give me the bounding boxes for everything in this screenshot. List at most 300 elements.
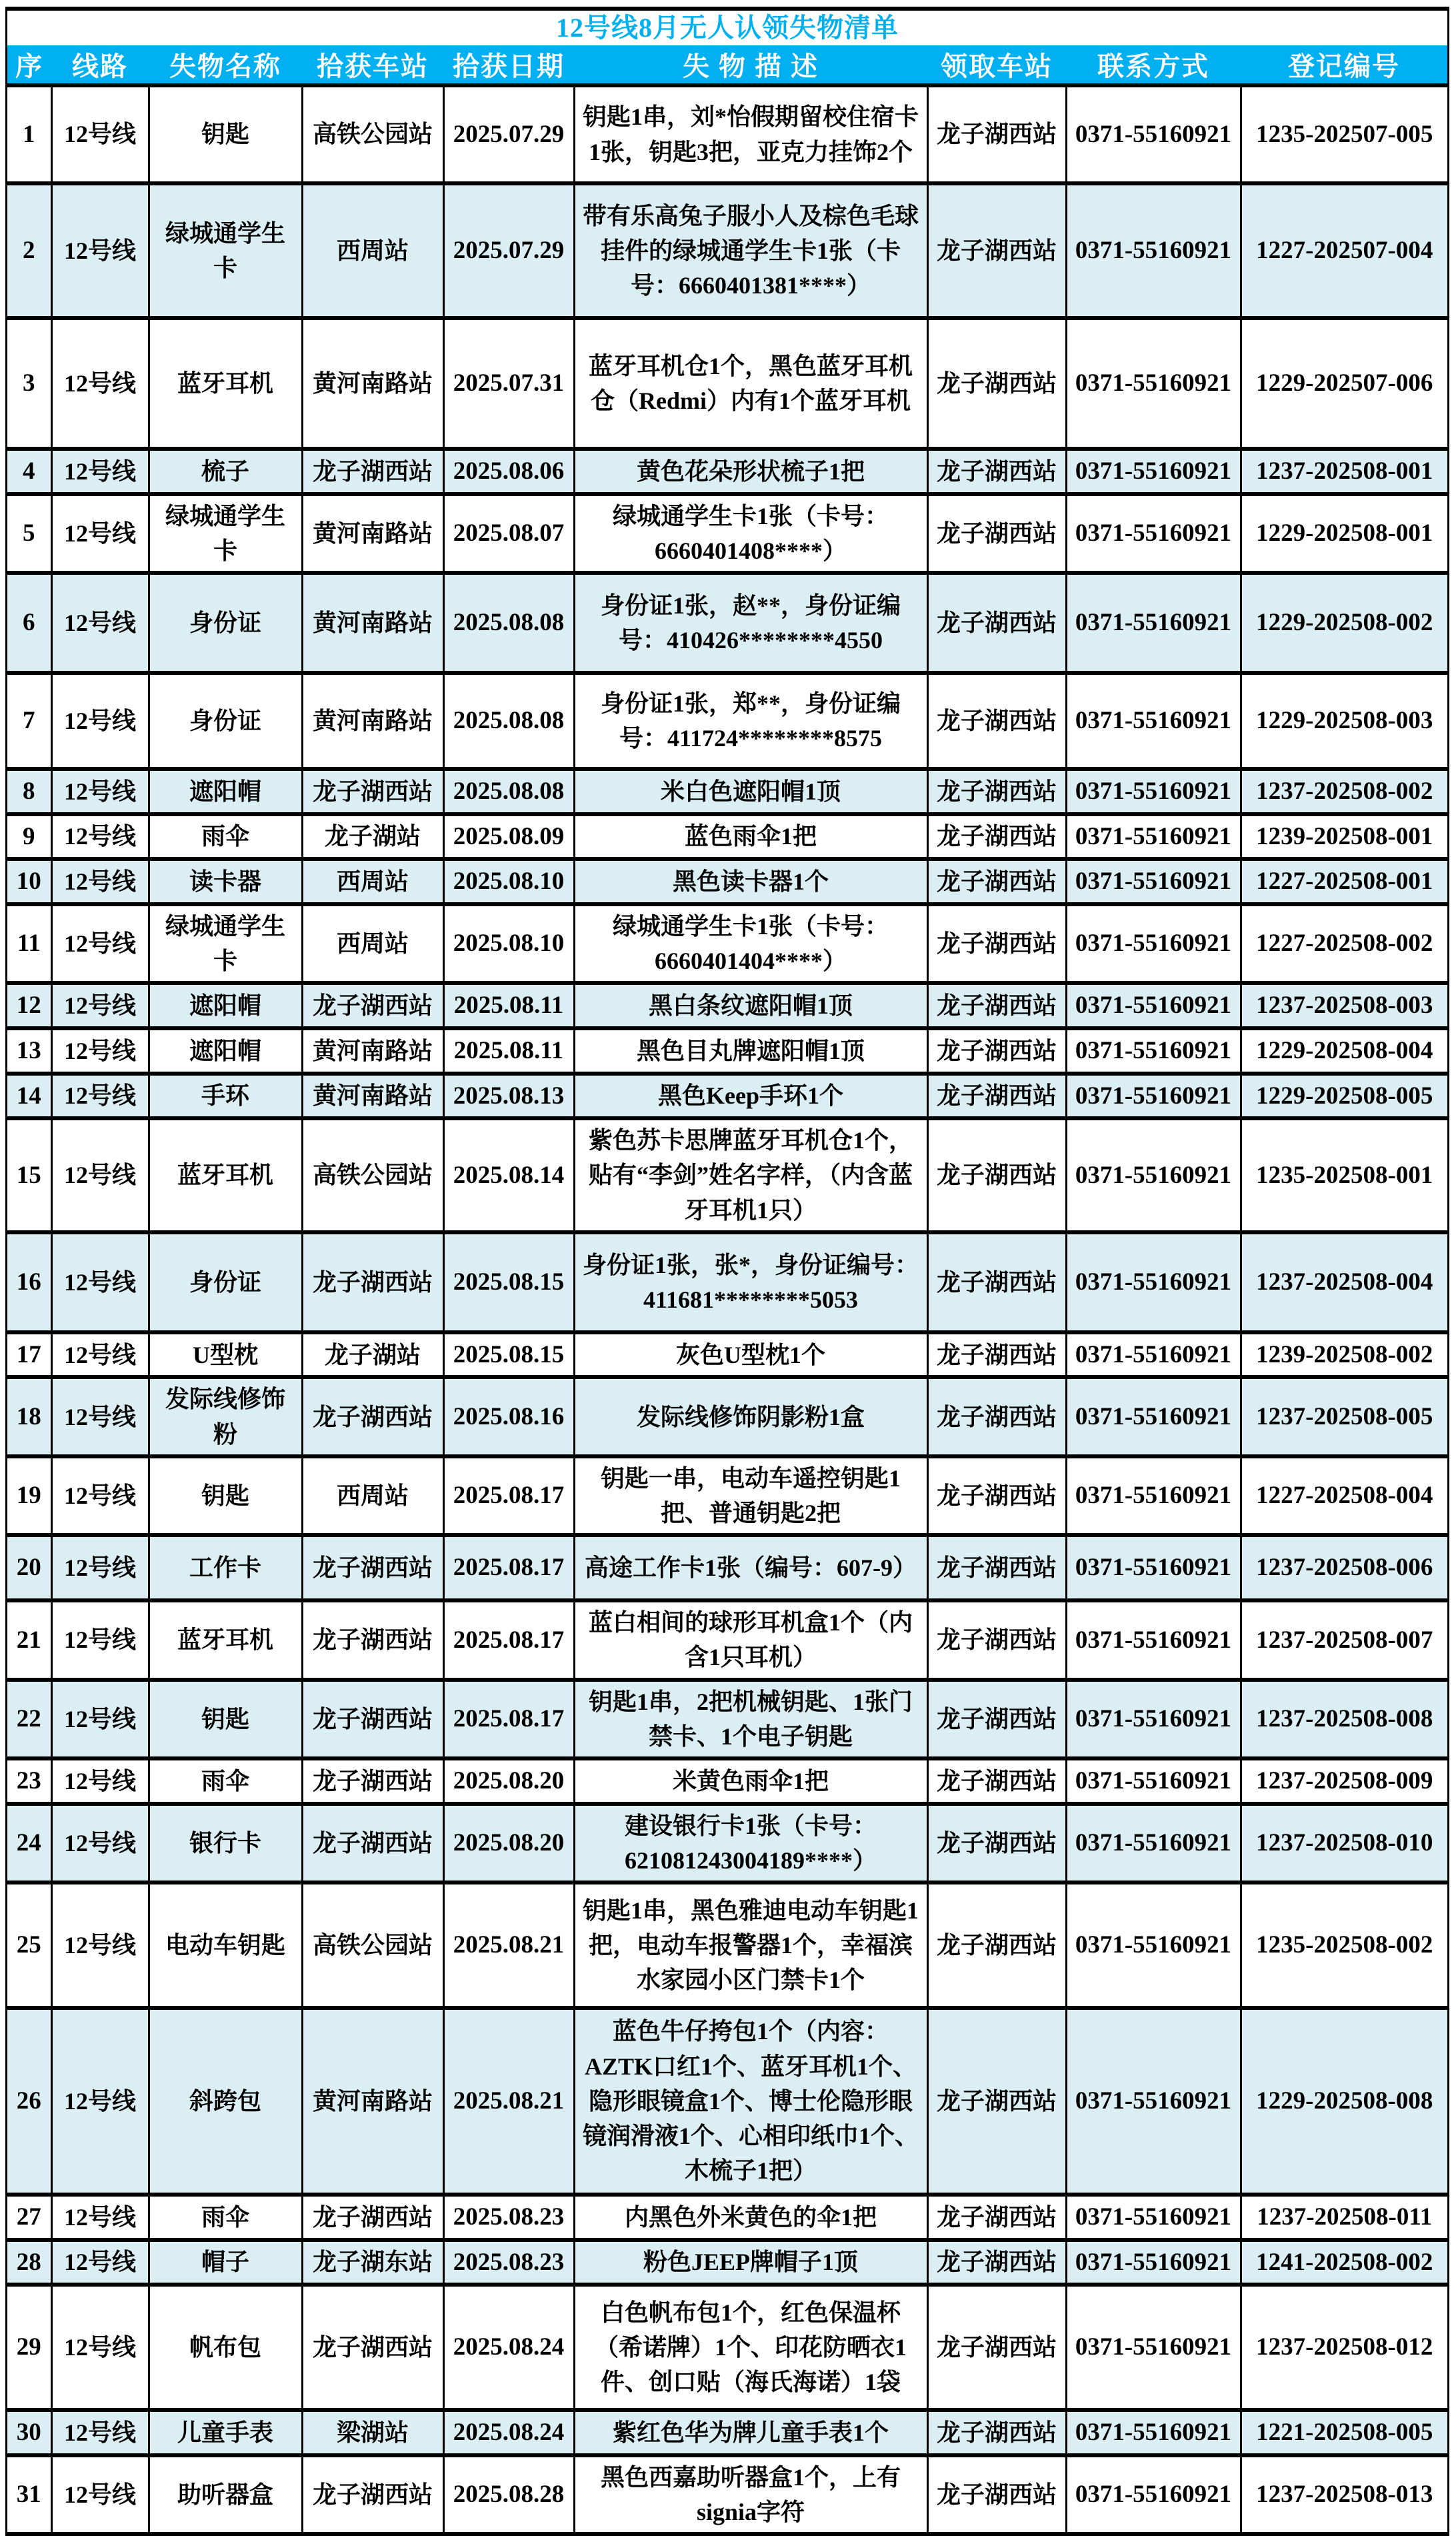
cell-contact: 0371-55160921 [1066, 449, 1241, 494]
cell-seq: 12 [7, 983, 51, 1028]
cell-seq: 7 [7, 673, 51, 769]
table-row [7, 904, 1447, 983]
cell-description: 绿城通学生卡1张（卡号：6660401404****） [574, 904, 927, 983]
cell-description: 米白色遮阳帽1顶 [574, 769, 927, 814]
cell-found-station: 西周站 [302, 1456, 443, 1535]
cell-contact: 0371-55160921 [1066, 2410, 1241, 2455]
cell-line: 12号线 [51, 1600, 149, 1679]
cell-line: 12号线 [51, 769, 149, 814]
cell-line: 12号线 [51, 1456, 149, 1535]
cell-reg-no: 1237-202508-008 [1241, 1680, 1447, 1758]
cell-description: 灰色U型枕1个 [574, 1332, 927, 1378]
cell-reg-no: 1239-202508-001 [1241, 814, 1447, 860]
cell-description: 蓝白相间的球形耳机盒1个（内含1只耳机） [574, 1600, 927, 1679]
cell-item-name: 钥匙 [149, 1456, 302, 1535]
cell-claim-station: 龙子湖西站 [927, 2240, 1066, 2285]
cell-contact: 0371-55160921 [1066, 2240, 1241, 2285]
cell-contact: 0371-55160921 [1066, 983, 1241, 1028]
cell-contact: 0371-55160921 [1066, 814, 1241, 860]
cell-reg-no: 1229-202508-004 [1241, 1028, 1447, 1074]
cell-description: 粉色JEEP牌帽子1顶 [574, 2240, 927, 2285]
table-row [7, 2455, 1447, 2532]
cell-description: 黑色西嘉助听器盒1个，上有signia字符 [574, 2455, 927, 2532]
cell-line: 12号线 [51, 2410, 149, 2455]
cell-reg-no: 1237-202508-007 [1241, 1600, 1447, 1679]
cell-item-name: 雨伞 [149, 814, 302, 860]
cell-contact: 0371-55160921 [1066, 183, 1241, 318]
cell-item-name: 手环 [149, 1074, 302, 1119]
cell-claim-station: 龙子湖西站 [927, 494, 1066, 573]
cell-line: 12号线 [51, 673, 149, 769]
table-row [7, 2195, 1447, 2240]
cell-reg-no: 1237-202508-012 [1241, 2285, 1447, 2410]
cell-line: 12号线 [51, 814, 149, 860]
cell-claim-station: 龙子湖西站 [927, 318, 1066, 449]
cell-found-date: 2025.08.10 [443, 859, 574, 904]
cell-found-date: 2025.08.14 [443, 1118, 574, 1232]
cell-line: 12号线 [51, 1028, 149, 1074]
cell-description: 黑白条纹遮阳帽1顶 [574, 983, 927, 1028]
cell-claim-station: 龙子湖西站 [927, 1758, 1066, 1804]
cell-description: 黑色目丸牌遮阳帽1顶 [574, 1028, 927, 1074]
cell-description: 黄色花朵形状梳子1把 [574, 449, 927, 494]
cell-line: 12号线 [51, 85, 149, 183]
cell-found-station: 黄河南路站 [302, 1028, 443, 1074]
cell-reg-no: 1227-202508-001 [1241, 859, 1447, 904]
cell-found-date: 2025.08.21 [443, 1882, 574, 2008]
cell-line: 12号线 [51, 183, 149, 318]
cell-contact: 0371-55160921 [1066, 2285, 1241, 2410]
cell-claim-station: 龙子湖西站 [927, 1118, 1066, 1232]
cell-found-station: 龙子湖西站 [302, 1600, 443, 1679]
cell-seq: 21 [7, 1600, 51, 1679]
cell-contact: 0371-55160921 [1066, 1456, 1241, 1535]
cell-found-station: 梁湖站 [302, 2410, 443, 2455]
cell-seq: 11 [7, 904, 51, 983]
cell-item-name: 遮阳帽 [149, 769, 302, 814]
cell-found-station: 黄河南路站 [302, 1074, 443, 1119]
cell-seq: 1 [7, 85, 51, 183]
cell-item-name: 帆布包 [149, 2285, 302, 2410]
table-row [7, 318, 1447, 449]
cell-item-name: 钥匙 [149, 85, 302, 183]
cell-contact: 0371-55160921 [1066, 859, 1241, 904]
cell-contact: 0371-55160921 [1066, 769, 1241, 814]
table-row [7, 1232, 1447, 1332]
cell-description: 白色帆布包1个，红色保温杯（希诺牌）1个、印花防晒衣1件、创口贴（海氏海诺）1袋 [574, 2285, 927, 2410]
header-col-claim-station: 领取车站 [927, 45, 1066, 85]
cell-item-name: 身份证 [149, 1232, 302, 1332]
cell-description: 紫红色华为牌儿童手表1个 [574, 2410, 927, 2455]
cell-line: 12号线 [51, 1680, 149, 1758]
cell-found-station: 龙子湖西站 [302, 1377, 443, 1456]
cell-seq: 4 [7, 449, 51, 494]
cell-seq: 3 [7, 318, 51, 449]
table-row [7, 1804, 1447, 1882]
header-col-line: 线路 [51, 45, 149, 85]
cell-reg-no: 1235-202508-001 [1241, 1118, 1447, 1232]
cell-seq: 24 [7, 1804, 51, 1882]
cell-description: 高途工作卡1张（编号：607-9） [574, 1535, 927, 1600]
cell-line: 12号线 [51, 2008, 149, 2195]
cell-found-date: 2025.08.21 [443, 2008, 574, 2195]
cell-claim-station: 龙子湖西站 [927, 1332, 1066, 1378]
cell-reg-no: 1241-202508-002 [1241, 2240, 1447, 2285]
cell-found-date: 2025.08.08 [443, 573, 574, 673]
table-row [7, 449, 1447, 494]
cell-item-name: 助听器盒 [149, 2455, 302, 2532]
cell-found-station: 黄河南路站 [302, 2008, 443, 2195]
cell-found-date: 2025.08.17 [443, 1456, 574, 1535]
table-row [7, 1882, 1447, 2008]
cell-description: 身份证1张，张*，身份证编号：411681********5053 [574, 1232, 927, 1332]
cell-contact: 0371-55160921 [1066, 1882, 1241, 2008]
cell-line: 12号线 [51, 318, 149, 449]
cell-line: 12号线 [51, 859, 149, 904]
cell-line: 12号线 [51, 573, 149, 673]
cell-found-date: 2025.08.17 [443, 1535, 574, 1600]
cell-contact: 0371-55160921 [1066, 1332, 1241, 1378]
cell-found-station: 龙子湖站 [302, 814, 443, 860]
cell-reg-no: 1229-202508-001 [1241, 494, 1447, 573]
cell-seq: 18 [7, 1377, 51, 1456]
cell-seq: 5 [7, 494, 51, 573]
cell-found-date: 2025.08.28 [443, 2455, 574, 2532]
cell-item-name: 梳子 [149, 449, 302, 494]
table-row [7, 1600, 1447, 1679]
cell-reg-no: 1221-202508-005 [1241, 2410, 1447, 2455]
cell-item-name: 绿城通学生卡 [149, 494, 302, 573]
cell-description: 黑色Keep手环1个 [574, 1074, 927, 1119]
table-row [7, 1758, 1447, 1804]
cell-line: 12号线 [51, 1232, 149, 1332]
cell-found-station: 龙子湖站 [302, 1332, 443, 1378]
cell-seq: 15 [7, 1118, 51, 1232]
cell-found-station: 龙子湖西站 [302, 2195, 443, 2240]
cell-contact: 0371-55160921 [1066, 318, 1241, 449]
cell-description: 紫色苏卡思牌蓝牙耳机仓1个，贴有“李剑”姓名字样，（内含蓝牙耳机1只） [574, 1118, 927, 1232]
cell-line: 12号线 [51, 1377, 149, 1456]
cell-description: 身份证1张，郑**，身份证编号：411724********8575 [574, 673, 927, 769]
cell-item-name: 蓝牙耳机 [149, 1118, 302, 1232]
cell-reg-no: 1229-202507-006 [1241, 318, 1447, 449]
cell-description: 钥匙1串，刘*怡假期留校住宿卡1张，钥匙3把，亚克力挂饰2个 [574, 85, 927, 183]
cell-seq: 29 [7, 2285, 51, 2410]
cell-contact: 0371-55160921 [1066, 1377, 1241, 1456]
table-row [7, 494, 1447, 573]
cell-description: 建设银行卡1张（卡号：621081243004189****） [574, 1804, 927, 1882]
table-body [7, 85, 1447, 2532]
table-row [7, 814, 1447, 860]
cell-claim-station: 龙子湖西站 [927, 1882, 1066, 2008]
cell-reg-no: 1229-202508-003 [1241, 673, 1447, 769]
cell-claim-station: 龙子湖西站 [927, 1535, 1066, 1600]
cell-seq: 19 [7, 1456, 51, 1535]
cell-seq: 10 [7, 859, 51, 904]
table-row [7, 1332, 1447, 1378]
cell-seq: 25 [7, 1882, 51, 2008]
cell-description: 发际线修饰阴影粉1盒 [574, 1377, 927, 1456]
cell-item-name: 雨伞 [149, 2195, 302, 2240]
cell-seq: 23 [7, 1758, 51, 1804]
cell-found-station: 西周站 [302, 183, 443, 318]
cell-seq: 26 [7, 2008, 51, 2195]
cell-seq: 17 [7, 1332, 51, 1378]
table-row [7, 1118, 1447, 1232]
cell-found-station: 黄河南路站 [302, 673, 443, 769]
cell-reg-no: 1235-202508-002 [1241, 1882, 1447, 2008]
cell-found-date: 2025.08.24 [443, 2410, 574, 2455]
cell-line: 12号线 [51, 2240, 149, 2285]
cell-description: 黑色读卡器1个 [574, 859, 927, 904]
cell-found-station: 高铁公园站 [302, 85, 443, 183]
cell-contact: 0371-55160921 [1066, 1074, 1241, 1119]
cell-line: 12号线 [51, 1758, 149, 1804]
cell-found-station: 黄河南路站 [302, 318, 443, 449]
cell-claim-station: 龙子湖西站 [927, 1232, 1066, 1332]
table-row [7, 1535, 1447, 1600]
cell-found-date: 2025.08.10 [443, 904, 574, 983]
header-col-reg-no: 登记编号 [1241, 45, 1447, 85]
cell-item-name: 绿城通学生卡 [149, 183, 302, 318]
cell-found-date: 2025.08.23 [443, 2195, 574, 2240]
table-row [7, 573, 1447, 673]
cell-item-name: 雨伞 [149, 1758, 302, 1804]
table-row [7, 2008, 1447, 2195]
cell-reg-no: 1237-202508-001 [1241, 449, 1447, 494]
cell-claim-station: 龙子湖西站 [927, 1600, 1066, 1679]
cell-found-date: 2025.07.29 [443, 85, 574, 183]
cell-found-date: 2025.07.29 [443, 183, 574, 318]
header-col-found-date: 拾获日期 [443, 45, 574, 85]
cell-found-date: 2025.08.08 [443, 673, 574, 769]
cell-claim-station: 龙子湖西站 [927, 1680, 1066, 1758]
cell-claim-station: 龙子湖西站 [927, 2195, 1066, 2240]
table-row [7, 983, 1447, 1028]
cell-found-station: 西周站 [302, 904, 443, 983]
cell-claim-station: 龙子湖西站 [927, 183, 1066, 318]
cell-line: 12号线 [51, 494, 149, 573]
cell-claim-station: 龙子湖西站 [927, 449, 1066, 494]
cell-contact: 0371-55160921 [1066, 673, 1241, 769]
cell-item-name: 斜跨包 [149, 2008, 302, 2195]
cell-found-date: 2025.08.15 [443, 1232, 574, 1332]
cell-reg-no: 1229-202508-005 [1241, 1074, 1447, 1119]
cell-seq: 13 [7, 1028, 51, 1074]
cell-contact: 0371-55160921 [1066, 573, 1241, 673]
cell-claim-station: 龙子湖西站 [927, 1028, 1066, 1074]
cell-seq: 14 [7, 1074, 51, 1119]
cell-found-station: 高铁公园站 [302, 1118, 443, 1232]
cell-found-date: 2025.08.17 [443, 1680, 574, 1758]
cell-line: 12号线 [51, 1882, 149, 2008]
cell-description: 带有乐高兔子服小人及棕色毛球挂件的绿城通学生卡1张（卡号：6660401381****） [574, 183, 927, 318]
cell-found-date: 2025.08.06 [443, 449, 574, 494]
table-row [7, 2240, 1447, 2285]
table-row [7, 859, 1447, 904]
cell-found-date: 2025.08.11 [443, 1028, 574, 1074]
lost-items-table [7, 45, 1447, 2532]
cell-claim-station: 龙子湖西站 [927, 983, 1066, 1028]
cell-description: 身份证1张，赵**，身份证编号：410426********4550 [574, 573, 927, 673]
cell-line: 12号线 [51, 2195, 149, 2240]
cell-reg-no: 1237-202508-011 [1241, 2195, 1447, 2240]
cell-description: 蓝牙耳机仓1个，黑色蓝牙耳机仓（Redmi）内有1个蓝牙耳机 [574, 318, 927, 449]
cell-found-station: 龙子湖西站 [302, 1535, 443, 1600]
cell-found-station: 龙子湖西站 [302, 449, 443, 494]
table-row [7, 769, 1447, 814]
cell-description: 内黑色外米黄色的伞1把 [574, 2195, 927, 2240]
cell-item-name: 读卡器 [149, 859, 302, 904]
cell-claim-station: 龙子湖西站 [927, 573, 1066, 673]
cell-description: 钥匙1串，2把机械钥匙、1张门禁卡、1个电子钥匙 [574, 1680, 927, 1758]
table-row [7, 183, 1447, 318]
cell-line: 12号线 [51, 1332, 149, 1378]
cell-found-station: 龙子湖东站 [302, 2240, 443, 2285]
cell-description: 钥匙1串，黑色雅迪电动车钥匙1把，电动车报警器1个，幸福滨水家园小区门禁卡1个 [574, 1882, 927, 2008]
cell-found-station: 黄河南路站 [302, 573, 443, 673]
cell-claim-station: 龙子湖西站 [927, 2455, 1066, 2532]
cell-reg-no: 1235-202507-005 [1241, 85, 1447, 183]
cell-contact: 0371-55160921 [1066, 1118, 1241, 1232]
cell-item-name: 电动车钥匙 [149, 1882, 302, 2008]
cell-line: 12号线 [51, 449, 149, 494]
cell-reg-no: 1229-202508-002 [1241, 573, 1447, 673]
cell-seq: 30 [7, 2410, 51, 2455]
cell-description: 钥匙一串，电动车遥控钥匙1把、普通钥匙2把 [574, 1456, 927, 1535]
cell-description: 米黄色雨伞1把 [574, 1758, 927, 1804]
cell-claim-station: 龙子湖西站 [927, 1456, 1066, 1535]
cell-item-name: 身份证 [149, 673, 302, 769]
cell-claim-station: 龙子湖西站 [927, 1804, 1066, 1882]
cell-claim-station: 龙子湖西站 [927, 904, 1066, 983]
cell-reg-no: 1237-202508-002 [1241, 769, 1447, 814]
cell-contact: 0371-55160921 [1066, 1535, 1241, 1600]
cell-found-date: 2025.08.07 [443, 494, 574, 573]
cell-item-name: 绿城通学生卡 [149, 904, 302, 983]
cell-contact: 0371-55160921 [1066, 494, 1241, 573]
cell-description: 蓝色牛仔挎包1个（内容：AZTK口红1个、蓝牙耳机1个、隐形眼镜盒1个、博士伦隐形眼镜润滑液1个、心相印纸巾1个、木梳子1把） [574, 2008, 927, 2195]
header-col-item-name: 失物名称 [149, 45, 302, 85]
cell-found-date: 2025.08.20 [443, 1804, 574, 1882]
cell-found-station: 龙子湖西站 [302, 2285, 443, 2410]
cell-line: 12号线 [51, 2285, 149, 2410]
cell-item-name: 儿童手表 [149, 2410, 302, 2455]
cell-claim-station: 龙子湖西站 [927, 2285, 1066, 2410]
cell-claim-station: 龙子湖西站 [927, 2008, 1066, 2195]
cell-seq: 28 [7, 2240, 51, 2285]
cell-contact: 0371-55160921 [1066, 2455, 1241, 2532]
cell-reg-no: 1227-202507-004 [1241, 183, 1447, 318]
table-row [7, 1680, 1447, 1758]
cell-contact: 0371-55160921 [1066, 85, 1241, 183]
cell-found-date: 2025.08.09 [443, 814, 574, 860]
cell-reg-no: 1237-202508-009 [1241, 1758, 1447, 1804]
header-row [7, 45, 1447, 85]
cell-claim-station: 龙子湖西站 [927, 814, 1066, 860]
cell-item-name: 遮阳帽 [149, 1028, 302, 1074]
cell-contact: 0371-55160921 [1066, 1680, 1241, 1758]
cell-claim-station: 龙子湖西站 [927, 673, 1066, 769]
cell-line: 12号线 [51, 904, 149, 983]
cell-contact: 0371-55160921 [1066, 2008, 1241, 2195]
table-row [7, 2410, 1447, 2455]
cell-seq: 16 [7, 1232, 51, 1332]
cell-contact: 0371-55160921 [1066, 1758, 1241, 1804]
cell-found-station: 龙子湖西站 [302, 769, 443, 814]
cell-seq: 27 [7, 2195, 51, 2240]
header-col-seq: 序 [7, 45, 51, 85]
cell-claim-station: 龙子湖西站 [927, 1377, 1066, 1456]
cell-seq: 20 [7, 1535, 51, 1600]
cell-line: 12号线 [51, 1074, 149, 1119]
cell-found-station: 龙子湖西站 [302, 2455, 443, 2532]
cell-item-name: 银行卡 [149, 1804, 302, 1882]
cell-reg-no: 1237-202508-006 [1241, 1535, 1447, 1600]
cell-item-name: 钥匙 [149, 1680, 302, 1758]
cell-found-date: 2025.08.20 [443, 1758, 574, 1804]
cell-seq: 22 [7, 1680, 51, 1758]
cell-found-date: 2025.08.11 [443, 983, 574, 1028]
cell-claim-station: 龙子湖西站 [927, 859, 1066, 904]
cell-found-station: 龙子湖西站 [302, 1804, 443, 1882]
cell-found-station: 龙子湖西站 [302, 1680, 443, 1758]
cell-found-date: 2025.08.15 [443, 1332, 574, 1378]
cell-reg-no: 1227-202508-004 [1241, 1456, 1447, 1535]
cell-contact: 0371-55160921 [1066, 1600, 1241, 1679]
cell-description: 绿城通学生卡1张（卡号：6660401408****） [574, 494, 927, 573]
header-col-description: 失 物 描 述 [574, 45, 927, 85]
cell-found-date: 2025.08.17 [443, 1600, 574, 1679]
cell-seq: 2 [7, 183, 51, 318]
lost-items-table-frame [5, 7, 1449, 2536]
cell-reg-no: 1237-202508-005 [1241, 1377, 1447, 1456]
header-col-found-station: 拾获车站 [302, 45, 443, 85]
cell-item-name: 工作卡 [149, 1535, 302, 1600]
cell-line: 12号线 [51, 983, 149, 1028]
page-title: 12号线8月无人认领失物清单 [7, 11, 1447, 45]
cell-found-station: 高铁公园站 [302, 1882, 443, 2008]
cell-item-name: 身份证 [149, 573, 302, 673]
table-row [7, 1377, 1447, 1456]
cell-reg-no: 1237-202508-004 [1241, 1232, 1447, 1332]
cell-item-name: 蓝牙耳机 [149, 1600, 302, 1679]
cell-claim-station: 龙子湖西站 [927, 769, 1066, 814]
cell-line: 12号线 [51, 1535, 149, 1600]
cell-item-name: 蓝牙耳机 [149, 318, 302, 449]
cell-item-name: 遮阳帽 [149, 983, 302, 1028]
header-col-contact: 联系方式 [1066, 45, 1241, 85]
cell-reg-no: 1229-202508-008 [1241, 2008, 1447, 2195]
cell-item-name: 帽子 [149, 2240, 302, 2285]
cell-seq: 8 [7, 769, 51, 814]
cell-found-station: 龙子湖西站 [302, 1232, 443, 1332]
cell-reg-no: 1237-202508-013 [1241, 2455, 1447, 2532]
table-row [7, 85, 1447, 183]
cell-contact: 0371-55160921 [1066, 1028, 1241, 1074]
cell-found-station: 西周站 [302, 859, 443, 904]
table-row [7, 1028, 1447, 1074]
cell-found-date: 2025.08.16 [443, 1377, 574, 1456]
cell-line: 12号线 [51, 2455, 149, 2532]
cell-found-date: 2025.07.31 [443, 318, 574, 449]
cell-seq: 9 [7, 814, 51, 860]
cell-found-station: 龙子湖西站 [302, 983, 443, 1028]
cell-found-date: 2025.08.08 [443, 769, 574, 814]
cell-claim-station: 龙子湖西站 [927, 2410, 1066, 2455]
cell-seq: 31 [7, 2455, 51, 2532]
cell-item-name: U型枕 [149, 1332, 302, 1378]
